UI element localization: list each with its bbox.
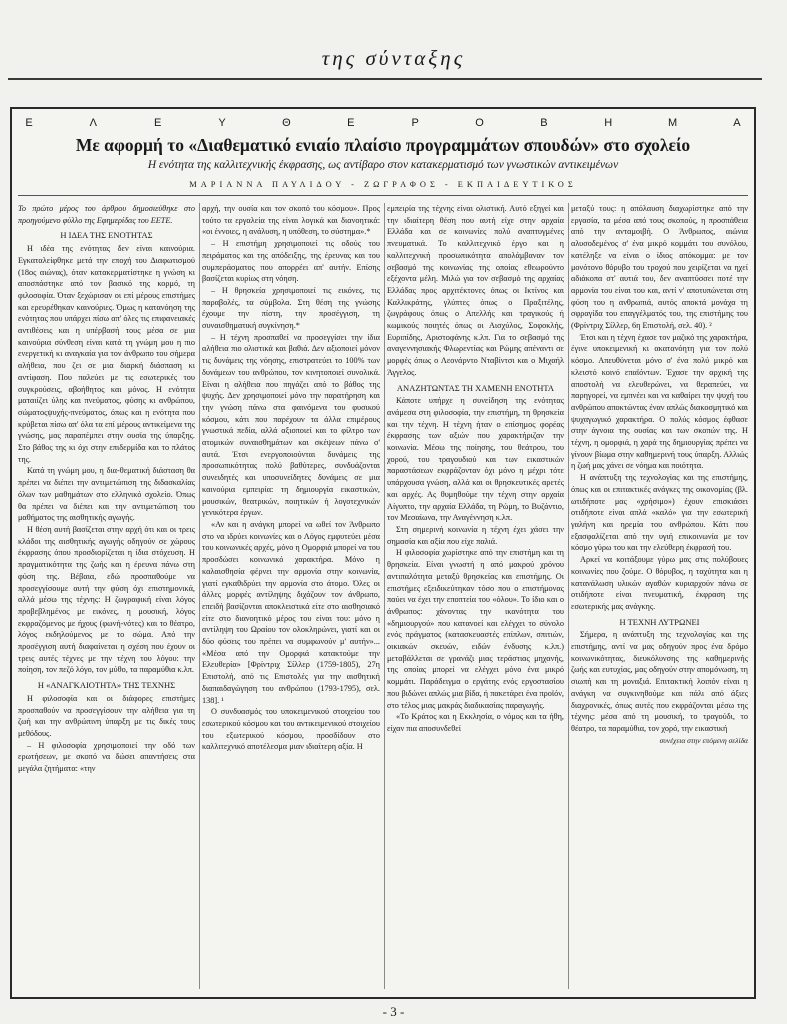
paragraph: Η ιδέα της ενότητας δεν είναι καινούρια. Εγκαταλείφθηκε μετά την εποχή του Διαφωτισμού (18ος αιώνας), όταν κατακερματίστηκε η γνώση κι αποσπάστηκε από τον βασικό της κορμό, τη φιλοσοφία. Όταν ξεχώρισαν οι επί μέρους επιστήμες και ερευρέθηκαν καινούριες. Όμως η κατανόηση της ενότητας που υπάρχει πίσω απ' όλες τις επιφανειακές αντιθέσεις και η υπέρβασή τους μέσα σε μια καινούρια σύνθεση είναι κατά τη γνώμη μου η πιο ενεργετική κι αναγκαία για τον άνθρωπο του σήμερα αλήθεια, που ζει σε μια διαρκή διάσπαση κι αντίφαση. Που παλεύει με τις εσωτερικές του συγκρούσεις, αβοήθητος και μόνος. Η ενότητα ματαιίζει ύλης και πνεύματος, φύσης κι ανθρώπου, σώματοςψυχής-πνεύματος, όπως και η ενότητα που κρύβεται πίσω απ' όλα τα επί μέρους αντικείμενα της γνώσης, μας παραπέμπει στην ουσία της ύπαρξης. Στο βάθος της κι όχι στην επιδερμίδα και το πλάτος της. bbox=[18, 244, 195, 464]
article-columns bbox=[18, 203, 748, 989]
top-rule bbox=[8, 78, 762, 80]
byline-rule bbox=[18, 195, 748, 196]
masthead-letter: Θ bbox=[282, 117, 291, 129]
section-heading: Η «ΑΝΑΓΚΑΙΟΤΗΤΑ» ΤΗΣ ΤΕΧΝΗΣ bbox=[37, 680, 176, 691]
masthead-letter: Ρ bbox=[411, 117, 419, 129]
article-frame bbox=[10, 107, 756, 999]
paragraph: «Το Κράτος και η Εκκλησία, ο νόμος και τα ήθη, είχαν πια αποσυνδεθεί bbox=[387, 712, 564, 733]
column-3 bbox=[387, 203, 564, 989]
column-divider bbox=[199, 203, 200, 989]
column-1 bbox=[18, 203, 195, 989]
page-number: - 3 - bbox=[382, 1004, 405, 1019]
article-byline: ΜΑΡΙΑΝΝΑ ΠΑΥΛΙΔΟΥ - ΖΩΓΡΑΦΟΣ - ΕΚΠΑΙΔΕΥΤΙΚΟΣ bbox=[189, 180, 577, 189]
paragraph: – Η επιστήμη χρησιμοποιεί τις οδούς του πειράματος και της απόδειξης, της έρευνας και του συμπεράσματος που απορρέει απ' αυτήν. Επίσης βασίζεται κυρίως στη νόηση. bbox=[202, 239, 380, 284]
section-heading: Η ΤΕΧΝΗ ΛΥΤΡΩΝΕΙ bbox=[619, 616, 700, 627]
masthead-letter: Ε bbox=[154, 117, 162, 129]
paragraph: – Η τέχνη προσπαθεί να προσεγγίσει την ίδια αλήθεια πιο ολιστικά και βαθιά. Δεν αξιοποιεί μόνον τις δυνάμεις της νόησης, επιστρατεύει το 100% των δυνάμεων του ανθρώπου, τον κινητοποιεί συνολικά. Είναι η αλήθεια που πηγάζει από το βάθος της ψυχής. Δεν χρησιμοποιεί μόνο την παρατήρηση και την γνώση πάνω στα φαινόμενα του φυσικού κόσμου, κάτι που παρέχουν τα άλλα επιμέρους γνωστικά πεδία, αλλά αξιοποιεί και το φίλτρο των ατομικών συναισθημάτων και σκέψεων πάνω σ' αυτά. Έτσι ενεργοποιούνται δυνάμεις της προσωπικότητας πολύ βαθύτερες, συνδυάζονται συνειδητές και υποσυνείδητες δυνάμεις σε μια καινούρια εμπειρία: τη δημιουργία εικαστικών, μουσικών, θεατρικών, ποιητικών ή λογοτεχνικών γενικότερα έργων. bbox=[202, 332, 380, 518]
paragraph: μεταξύ τους: η απόλαυση διαχωρίστηκε από την εργασία, τα μέσα από τους σκοπούς, η προσπάθεια από την ανταμοιβή. Ο Άνθρωπος, αιώνια αλυσοδεμένος σ' ένα μικρό κομμάτι του συνόλου, κατέληξε να είναι ο ίδιος απόκομμα: με τον μονότονο θόρυβο του τροχού που χειρίζεται να ηχεί αδιάκοπα στ' αυτιά του, δεν αναπτύσσει ποτέ την αρμονία του είναι του και, αντί ν' αποτυπώνεται στη φύση του η ανθρωπιά, αυτός αποκτά μονάχα τη σφραγίδα του επαγγέλματός του, της επιστήμης του (Φρίντριχ Σίλλερ, 6η Επιστολή, σελ. 40). ² bbox=[571, 204, 748, 331]
paragraph: αρχή, την ουσία και τον σκοπό του κόσμου». Προς τούτο τα εργαλεία της είναι λογικά και διανοητικά: «οι έννοιες, η ανάλυση, η υπόθεση, το σύστημα».* bbox=[202, 204, 380, 237]
column-2 bbox=[202, 203, 380, 989]
paragraph: «Αν και η ανάγκη μπορεί να ωθεί τον Άνθρωπο στο να ιδρύει κοινωνίες και ο Λόγος εμφυτεύει μέσα του κοινωνικές αρχές, μόνο η Ομορφιά μπορεί να του προσδώσει κοινωνικό χαρακτήρα. Μόνο η καλαισθησία φέρνει την αρμονία στην κοινωνία, γιατί εγκαθιδρύει την αρμονία στο άτομο. Όλες οι άλλες μορφές αντίληψης διχάζουν τον άνθρωπο, επειδή βασίζονται αποκλειστικά είτε στο αισθησιακό είτε στο διανοητικό μέρος του είναι του: μόνο η αντίληψη του Ωραίου τον ολοκληρώνει, γιατί και οι δύο φύσεις του πρέπει να συμφωνούν μ' αυτήν»... «Μέσα από την Ομορφιά κατακτούμε την Ελευθερία» [Φρίντριχ Σίλλερ (1759-1805), 27η Επιστολή, από τις Επιστολές για την αισθητική διαπαιδαγώγηση του ανθρώπου (1793-1795), σελ. 138]. ¹ bbox=[202, 519, 380, 705]
paragraph: Η φιλοσοφία χωρίστηκε από την επιστήμη και τη θρησκεία. Είναι γνωστή η από μακρού χρόνου αντιπαλότητα μεταξύ θρησκείας και επιστήμης. Οι επιστήμες εξειδικεύτηκαν τόσο που ο επιστήμονας παύει να έχει την εποπτεία του «όλου». Το ίδιο και ο άνθρωπος: χάνοντας την ικανότητα του «δημιουργού» που κατανοεί και ελέγχει το σύνολο ενός πράγματος (κατασκευαστές επίπλων, σπιτιών, οικιακών σκευών, ειδών ένδυσης κ.λπ.) μεταβάλλεται σε γρανάζι μιας τεράστιας μηχανής, της οποίας μπορεί να ελέγχει μόνο ένα μικρό κομμάτι. Παράδειγμα ο εργάτης ενός εργοστασίου που βιδώνει απλώς μια βίδα, ή πακετάρει ένα προϊόν, στο τέλος μιας μακράς διαδικασίας παραγωγής. bbox=[387, 548, 564, 710]
paragraph: Ο συνδυασμός του υποκειμενικού στοιχείου του εσωτερικού κόσμου και του αντικειμενικού στοιχείου του εξωτερικού κόσμου, προσδίδουν στο καλλιτεχνικό αποτέλεσμα μιαν ιδιαίτερη αξία. Η bbox=[202, 707, 380, 752]
masthead-letter: Η bbox=[604, 117, 613, 129]
column-4 bbox=[571, 203, 748, 989]
paragraph: – Η φιλοσοφία χρησιμοποιεί την οδό των ερωτήσεων, με σκοπό να δώσει απαντήσεις στα μεγάλα ζητήματα: «την bbox=[18, 740, 195, 774]
column-divider bbox=[384, 203, 385, 989]
paragraph: Έτσι και η τέχνη έχασε τον μαζικό της χαρακτήρα, έγινε υποκειμενική κι ακατανόητη για τον πολύ κόσμο. Απευθύνεται μόνο σ' ένα πολύ μικρό και κλειστό κοινό επαϊόντων. Έχασε την αρχική της αποστολή να ελευθερώνει, να θεραπεύει, να παρηγορεί, να εμπνέει και να καθαίρει την ψυχή του ανθρώπου αποκτώντας έναν απλώς διακοσμητικό και ψυχαγωγικό χαρακτήρα. Ο πολύς κόσμος έφθασε στην άγνοια της ουσίας και των σκοπών της. Η τέχνη, η ομορφιά, η χαρά της δημιουργίας πρέπει να γίνουν βίωμα στην καθημερινή τους ύπαρξη. Αλλιώς η ζωή μας χάνει σε νόημα και ποιότητα. bbox=[571, 332, 748, 471]
masthead-eleftherovima bbox=[22, 117, 744, 129]
masthead-letter: Ε bbox=[25, 117, 33, 129]
paragraph: Κάποτε υπήρχε η συνείδηση της ενότητας ανάμεσα στη φιλοσοφία, την επιστήμη, τη θρησκεία και την τέχνη. Η τέχνη ήταν ο επίσημος φορέας έκφρασης των αξιών που χαρακτήριζαν την κοινωνία. Μέσω της ποίησης, του θεάτρου, του χορού, του τραγουδιού και των εικαστικών παραστάσεων εκφράζονταν όχι μόνο η μέχρι τότε υπάρχουσα γνώση, αλλά και οι θρησκευτικές αρετές και αρχές. Ας θυμηθούμε την τέχνη στην αρχαία Αίγυπτο, την αρχαία Ελλάδα, τη Ρώμη, το Βυζάντιο, τον Μεσαίωνα, την Αναγέννηση κ.λπ. bbox=[387, 396, 564, 523]
article-subheadline: Η ενότητα της καλλιτεχνικής έκφρασης, ως αντίβαρο στον κατακερματισμό των γνωστικών αντικειμένων bbox=[147, 159, 619, 171]
continued-note: συνέχεια στην επόμενη σελίδα bbox=[659, 735, 748, 745]
column-divider bbox=[568, 203, 569, 989]
paragraph: Η θέση αυτή βασίζεται στην αρχή ότι και οι τρεις κλάδοι της αισθητικής αγωγής οδηγούν σε χώρους έκφρασης όπου προσδιορίζεται η ίδια στόχευση. Η πραγματικότητα της ζωής και η έρευνα πάνω στη φύση της. Βέβαια, εδώ προσπαθούμε να προσεγγίσουμε αυτή την φύση όχι επιστημονικά, αλλά μέσω της τέχνης: Η ζωγραφική είναι λόγος προβεβλημένος με εικόνες, η μουσική, λόγος εκφραζόμενος με ήχους (φωνή-νότες) και το θέατρο, λόγος εκδηλούμενος με το σώμα. Από την προσέγγιση αυτή διαφαίνεται η σχέση που έχουν οι τρεις αυτές τέχνες με την τέχνη του λόγου: την ποίηση, τον πεζό λόγο, τον μύθο, τα παραμύθια κ.λπ. bbox=[18, 524, 195, 675]
paragraph: Η φιλοσοφία και οι διάφορες επιστήμες προσπαθούν να προσεγγίσουν την αλήθεια για τη ζωή και την ανθρώπινη ύπαρξη με τις δικές τους μεθόδους. bbox=[18, 693, 195, 738]
masthead-letter: Μ bbox=[668, 117, 678, 129]
section-heading: Η ΙΔΕΑ ΤΗΣ ΕΝΟΤΗΤΑΣ bbox=[60, 230, 153, 241]
paragraph: εμπειρία της τέχνης είναι ολιστική. Αυτό εξηγεί και την ιδιαίτερη θέση που αυτή είχε στην αρχαία Ελλάδα και σε κοινωνίες πολύ αναπτυγμένες πνευματικά. Το καλλιτεχνικό έργο και η καλλιτεχνική προσωπικότητα απολάμβαναν τον σεβασμό της κοινωνίας της οποίας εθεωρούντο εξέχοντα μέλη. Μιλώ για τον σεβασμό της αρχαίας Ελλάδας προς αρχιτέκτονες όπως οι Ικτίνος και Καλλικράτης, γλύπτες όπως ο Πραξιτέλης, ζωγράφους όπως ο Απελλής και τραγικούς ή κωμικούς ποιητές όπως οι Αισχύλος, Σοφοκλής, Ευριπίδης, Αριστοφάνης κ.λπ. Για το σεβασμό της αναγεννησιακής Φλωρεντίας και Ρώμης απέναντι σε μορφές όπως ο Λεονάρντο Νταβίντσι και ο Μιχαήλ Άγγελος. bbox=[387, 204, 564, 377]
masthead-letter: Β bbox=[540, 117, 548, 129]
paragraph: Σήμερα, η ανάπτυξη της τεχνολογίας και της επιστήμης, αντί να μας οδηγούν προς ένα δρόμο κοινωνικότητας, διευκόλυνσης της καθημερινής ζωής και ευτυχίας, μας οδηγούν στην απομόνωση, τη σιωπή και τη μοναξιά. Επιτακτική λοιπόν είναι η ανάγκη να συγκινηθούμε και πάλι από άξιες διαχρονικές, όπως αυτές που εκφράζονται μέσω της τέχνης: μέσα από τη μουσική, το τραγούδι, το θέατρο, τα παραμύθια, τον χορό, την εικαστική bbox=[571, 630, 748, 733]
section-title: της σύνταξης bbox=[321, 46, 466, 70]
paragraph: Κατά τη γνώμη μου, η δια-θεματική διάσταση θα πρέπει να διέπει την αντιμετώπιση της διδασκαλίας όλων των μαθημάτων στο ελληνικό σχολείο. Όπως θα πρέπει να διέπει και την αντιμετώπιση του μαθήματος της αισθητικής αγωγής. bbox=[18, 466, 195, 523]
paragraph: – Η θρησκεία χρησιμοποιεί τις εικόνες, τις παραβολές, τα σύμβολα. Στη θέση της γνώσης έχουμε την πίστη, την προσέγγιση, τη συναισθηματική συγκίνηση.* bbox=[202, 285, 380, 331]
paragraph: Η ανάπτυξη της τεχνολογίας και της επιστήμης, όπως και οι επιτακτικές ανάγκες της οικονομίας (βλ. ωτιδήποτε μας «χρήσιμο») έχουν επισκιάσει οτιδήποτε είναι απλά «καλό» για την εσωτερική γαλήνη και ηρεμία του ανθρώπου. Κάτι που εξασφαλίζεται από την υγιή επικοινωνία με τον κόσμο γύρω του και την ελεύθερη έκφρασή του. bbox=[571, 473, 748, 553]
section-heading: ΑΝΑΖΗΤΩΝΤΑΣ ΤΗ ΧΑΜΕΝΗ ΕΝΟΤΗΤΑ bbox=[396, 382, 555, 393]
paragraph: Στη σημερινή κοινωνία η τέχνη έχει χάσει την σημασία και αξία που είχε παλιά. bbox=[387, 524, 564, 546]
masthead-letter: Λ bbox=[89, 117, 98, 129]
masthead-letter: Ε bbox=[347, 117, 355, 129]
intro-note: Το πρώτο μέρος του άρθρου δημοσιεύθηκε στο προηγούμενο φύλλο της Εφημερίδας του ΕΕΤΕ. bbox=[18, 204, 195, 225]
masthead-letter: Α bbox=[733, 117, 741, 129]
masthead-letter: Υ bbox=[218, 117, 226, 129]
masthead-letter: Ο bbox=[475, 117, 484, 129]
paragraph: Αρκεί να κοιτάξουμε γύρω μας στις πολύβουες κοινωνίες που ζούμε. Ο θόρυβος, η ταχύτητα και η κατανάλωση υλικών αγαθών κυριαρχούν πάνω σε οτιδήποτε είναι πνευματική, έκφραση της εσωτερικής μας ανάγκης. bbox=[571, 555, 748, 611]
article-headline: Με αφορμή το «Διαθεματικό ενιαίο πλαίσιο προγραμμάτων σπουδών» στο σχολείο bbox=[75, 135, 691, 155]
